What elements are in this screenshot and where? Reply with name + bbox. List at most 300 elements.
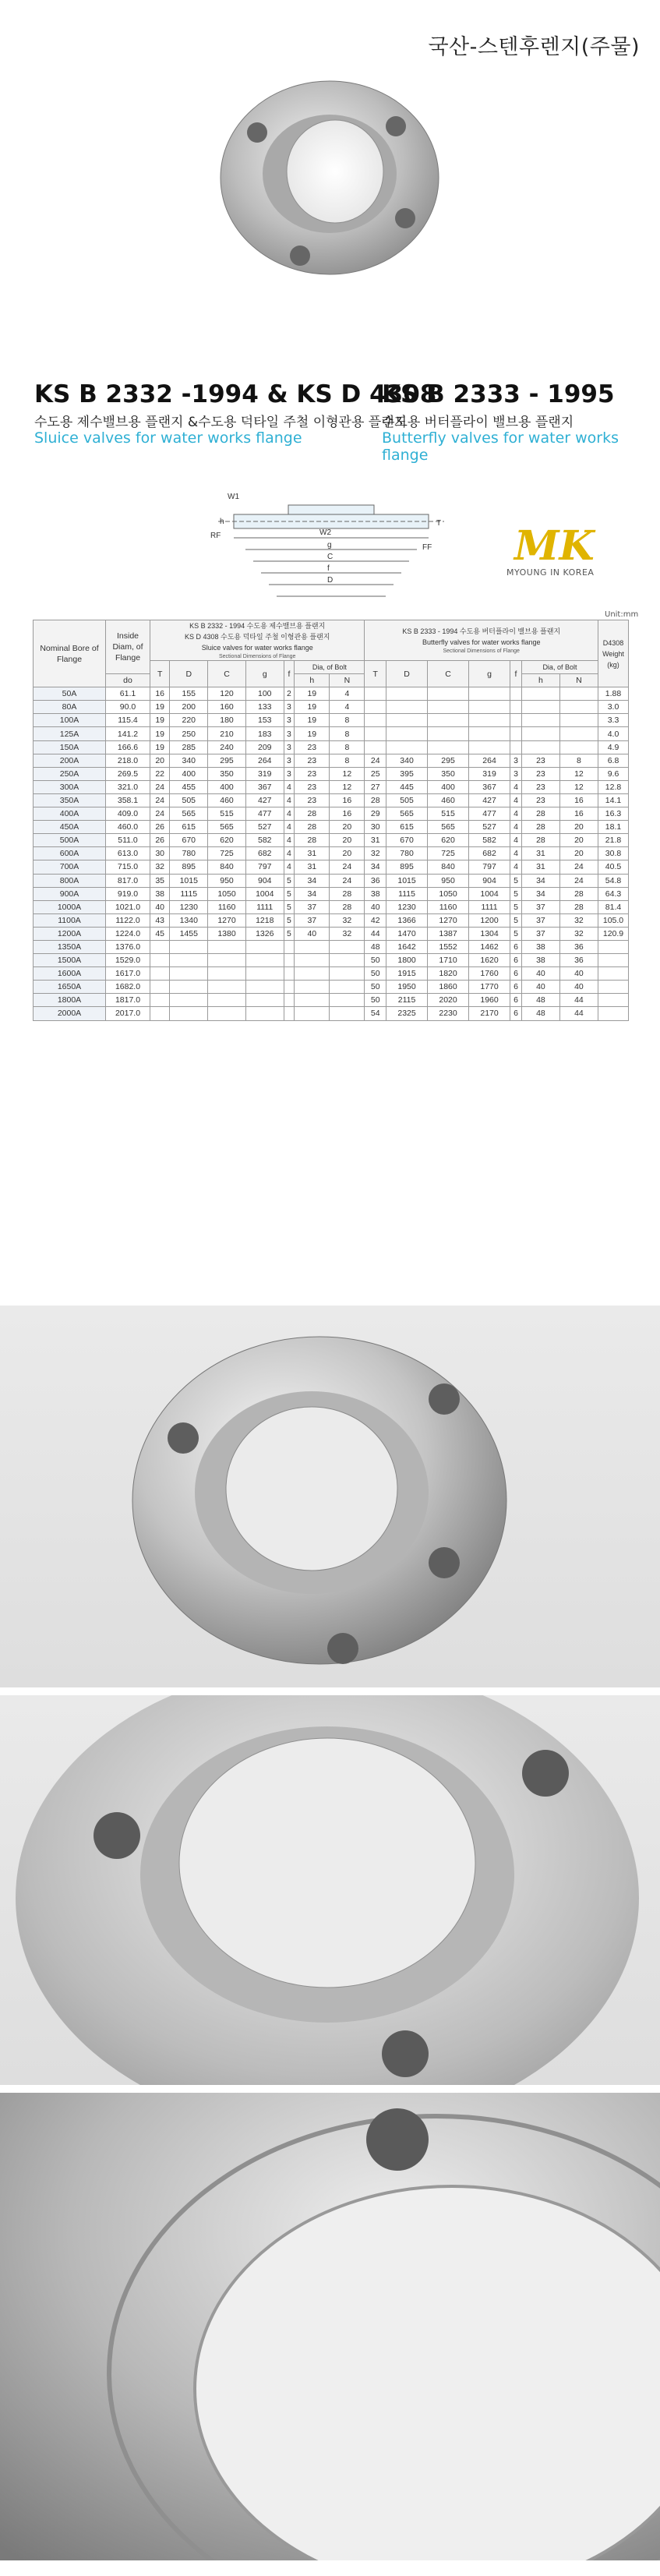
cell-left: 23 bbox=[295, 780, 330, 793]
cell-nominal: 600A bbox=[34, 847, 106, 860]
cell-right: 50 bbox=[365, 954, 386, 967]
cell-right: 36 bbox=[559, 954, 598, 967]
cell-nominal: 1600A bbox=[34, 967, 106, 981]
cell-right bbox=[469, 727, 510, 740]
cell-right: 23 bbox=[521, 754, 559, 767]
col-group-right bbox=[365, 620, 598, 661]
cell-weight: 3.3 bbox=[598, 714, 629, 727]
cell-left: 43 bbox=[150, 913, 170, 927]
cell-right: 5 bbox=[510, 887, 522, 900]
cell-inside-diam: 2017.0 bbox=[106, 1007, 150, 1020]
cell-right: 1004 bbox=[469, 887, 510, 900]
cell-right: 460 bbox=[428, 793, 469, 807]
cell-right: 2115 bbox=[386, 994, 428, 1007]
table-body bbox=[34, 687, 629, 1020]
cell-right bbox=[469, 740, 510, 754]
cell-left: 16 bbox=[330, 793, 365, 807]
cell-left: 1340 bbox=[170, 913, 208, 927]
cell-left: 2 bbox=[284, 687, 295, 701]
cell-left: 5 bbox=[284, 927, 295, 940]
cell-right: 38 bbox=[521, 954, 559, 967]
cell-inside-diam: 1224.0 bbox=[106, 927, 150, 940]
cell-weight: 120.9 bbox=[598, 927, 629, 940]
cell-left: 37 bbox=[295, 913, 330, 927]
cell-left: 34 bbox=[295, 887, 330, 900]
cell-left: 12 bbox=[330, 780, 365, 793]
cell-right: 670 bbox=[386, 834, 428, 847]
cell-inside-diam: 1376.0 bbox=[106, 940, 150, 953]
cell-right: 4 bbox=[510, 793, 522, 807]
cell-inside-diam: 511.0 bbox=[106, 834, 150, 847]
cell-left: 240 bbox=[208, 740, 246, 754]
cell-left bbox=[284, 981, 295, 994]
right-header-ko: KS B 2333 - 1994 수도용 버터플라이 밸브용 플랜지 bbox=[402, 627, 561, 635]
cell-inside-diam: 919.0 bbox=[106, 887, 150, 900]
cell-left: 319 bbox=[245, 767, 284, 780]
cell-left: 3 bbox=[284, 701, 295, 714]
cell-right: 1915 bbox=[386, 967, 428, 981]
cell-right: 3 bbox=[510, 767, 522, 780]
cell-left: 4 bbox=[284, 834, 295, 847]
cell-left bbox=[208, 981, 246, 994]
cell-left bbox=[170, 994, 208, 1007]
cell-nominal: 2000A bbox=[34, 1007, 106, 1020]
cell-right: 395 bbox=[386, 767, 428, 780]
cell-left: 19 bbox=[295, 714, 330, 727]
cell-left: 35 bbox=[150, 874, 170, 887]
cell-weight: 54.8 bbox=[598, 874, 629, 887]
cell-right: 1860 bbox=[428, 981, 469, 994]
weight-header-label: Weight (kg) bbox=[602, 649, 624, 669]
cell-right: 2170 bbox=[469, 1007, 510, 1020]
cell-right: 565 bbox=[386, 807, 428, 821]
cell-right bbox=[559, 701, 598, 714]
cell-left: 840 bbox=[208, 860, 246, 874]
cell-right: 904 bbox=[469, 874, 510, 887]
cell-left: 1218 bbox=[245, 913, 284, 927]
cell-right: 2325 bbox=[386, 1007, 428, 1020]
cell-right: 1960 bbox=[469, 994, 510, 1007]
cell-left: 4 bbox=[330, 701, 365, 714]
cell-left: 40 bbox=[295, 927, 330, 940]
cell-inside-diam: 90.0 bbox=[106, 701, 150, 714]
cell-nominal: 80A bbox=[34, 701, 106, 714]
cell-right bbox=[428, 727, 469, 740]
cell-right: 1760 bbox=[469, 967, 510, 981]
cell-right: 1160 bbox=[428, 900, 469, 913]
col-l-n: N bbox=[330, 674, 365, 687]
cell-right: 6 bbox=[510, 1007, 522, 1020]
cell-left: 200 bbox=[170, 701, 208, 714]
cell-left: 670 bbox=[170, 834, 208, 847]
cell-left: 4 bbox=[284, 807, 295, 821]
flange-image bbox=[0, 62, 660, 374]
cell-right: 23 bbox=[521, 780, 559, 793]
cell-right: 34 bbox=[365, 860, 386, 874]
cell-left: 19 bbox=[295, 701, 330, 714]
cell-left: 620 bbox=[208, 834, 246, 847]
cell-left: 682 bbox=[245, 847, 284, 860]
cell-left: 32 bbox=[330, 913, 365, 927]
cell-right: 797 bbox=[469, 860, 510, 874]
cell-left: 350 bbox=[208, 767, 246, 780]
cell-left bbox=[245, 981, 284, 994]
cell-right: 50 bbox=[365, 981, 386, 994]
cell-left: 8 bbox=[330, 714, 365, 727]
cell-right: 12 bbox=[559, 780, 598, 793]
cell-right bbox=[365, 687, 386, 701]
cell-left: 19 bbox=[295, 687, 330, 701]
table-row bbox=[34, 913, 629, 927]
cell-left bbox=[208, 967, 246, 981]
cell-left: 28 bbox=[295, 834, 330, 847]
left-header-sub: Sectional Dimensions of Flange bbox=[219, 654, 296, 659]
table-row bbox=[34, 780, 629, 793]
cell-right: 445 bbox=[386, 780, 428, 793]
cell-nominal: 400A bbox=[34, 807, 106, 821]
cell-right: 1115 bbox=[386, 887, 428, 900]
cell-right: 40 bbox=[521, 981, 559, 994]
cell-left: 295 bbox=[208, 754, 246, 767]
cell-right: 4 bbox=[510, 780, 522, 793]
cell-nominal: 1200A bbox=[34, 927, 106, 940]
cell-right: 28 bbox=[521, 821, 559, 834]
cell-right: 16 bbox=[559, 793, 598, 807]
cell-right bbox=[428, 687, 469, 701]
cell-left bbox=[150, 981, 170, 994]
cell-left: 427 bbox=[245, 793, 284, 807]
cell-right: 32 bbox=[365, 847, 386, 860]
table-row bbox=[34, 940, 629, 953]
label-g: g bbox=[327, 541, 332, 549]
cell-left: 28 bbox=[295, 807, 330, 821]
cell-left: 1455 bbox=[170, 927, 208, 940]
cell-left: 950 bbox=[208, 874, 246, 887]
cell-right bbox=[386, 701, 428, 714]
brand-logo bbox=[510, 521, 604, 571]
cell-weight bbox=[598, 967, 629, 981]
cell-inside-diam: 166.6 bbox=[106, 740, 150, 754]
table-row bbox=[34, 714, 629, 727]
cell-right bbox=[521, 701, 559, 714]
cell-right: 319 bbox=[469, 767, 510, 780]
cell-left: 400 bbox=[208, 780, 246, 793]
cell-left: 30 bbox=[150, 847, 170, 860]
cell-right: 34 bbox=[521, 874, 559, 887]
cell-left: 38 bbox=[150, 887, 170, 900]
cell-left: 515 bbox=[208, 807, 246, 821]
cell-right: 565 bbox=[428, 821, 469, 834]
cell-weight: 30.8 bbox=[598, 847, 629, 860]
cell-left: 220 bbox=[170, 714, 208, 727]
table-row bbox=[34, 834, 629, 847]
cell-inside-diam: 613.0 bbox=[106, 847, 150, 860]
cell-left: 23 bbox=[295, 754, 330, 767]
cell-left bbox=[284, 994, 295, 1007]
cell-right: 840 bbox=[428, 860, 469, 874]
cell-left bbox=[284, 940, 295, 953]
cell-left bbox=[284, 967, 295, 981]
cell-nominal: 1000A bbox=[34, 900, 106, 913]
col-nominal-bore: Nominal Bore of Flange bbox=[34, 620, 106, 687]
cell-right: 24 bbox=[559, 860, 598, 874]
cell-right bbox=[365, 727, 386, 740]
cell-right: 1950 bbox=[386, 981, 428, 994]
cell-left: 20 bbox=[150, 754, 170, 767]
cell-right: 527 bbox=[469, 821, 510, 834]
col-r-bolt: Dia, of Bolt bbox=[521, 661, 598, 674]
table-row bbox=[34, 687, 629, 701]
cell-right: 28 bbox=[365, 793, 386, 807]
cell-right: 24 bbox=[365, 754, 386, 767]
cell-left: 505 bbox=[170, 793, 208, 807]
cell-right bbox=[559, 687, 598, 701]
cell-left: 28 bbox=[330, 900, 365, 913]
col-l-c: C bbox=[208, 661, 246, 687]
label-t: T bbox=[436, 519, 442, 528]
table-row bbox=[34, 754, 629, 767]
cell-left: 24 bbox=[330, 860, 365, 874]
cell-left bbox=[150, 1007, 170, 1020]
flange-image-4 bbox=[0, 2093, 660, 2560]
cell-inside-diam: 1122.0 bbox=[106, 913, 150, 927]
cell-right: 20 bbox=[559, 821, 598, 834]
cell-left: 45 bbox=[150, 927, 170, 940]
cell-left bbox=[208, 940, 246, 953]
cell-right bbox=[510, 701, 522, 714]
cell-right: 16 bbox=[559, 807, 598, 821]
cell-nominal: 150A bbox=[34, 740, 106, 754]
standard-korean-left: 수도용 제수밸브용 플랜지 &수도용 덕타일 주철 이형관용 플랜지 bbox=[34, 415, 408, 430]
cell-right: 32 bbox=[559, 913, 598, 927]
cell-left: 153 bbox=[245, 714, 284, 727]
cell-left: 3 bbox=[284, 714, 295, 727]
cell-right: 1200 bbox=[469, 913, 510, 927]
cell-left: 20 bbox=[330, 847, 365, 860]
cell-right bbox=[510, 727, 522, 740]
col-l-g: g bbox=[245, 661, 284, 687]
cell-right: 4 bbox=[510, 847, 522, 860]
col-r-g: g bbox=[469, 661, 510, 687]
flange-image-2 bbox=[0, 1306, 660, 1687]
cell-left: 4 bbox=[284, 793, 295, 807]
brand-name: MYOUNG IN KOREA bbox=[506, 567, 595, 578]
cell-left: 340 bbox=[170, 754, 208, 767]
table-row bbox=[34, 701, 629, 714]
cell-right: 32 bbox=[559, 927, 598, 940]
cell-right: 40 bbox=[559, 967, 598, 981]
cell-right: 2230 bbox=[428, 1007, 469, 1020]
cell-left: 3 bbox=[284, 767, 295, 780]
table-row bbox=[34, 727, 629, 740]
cell-right: 29 bbox=[365, 807, 386, 821]
cell-weight: 64.3 bbox=[598, 887, 629, 900]
cell-left: 1004 bbox=[245, 887, 284, 900]
col-inside-diam: Inside Diam, of Flange bbox=[106, 620, 150, 674]
cell-left: 582 bbox=[245, 834, 284, 847]
cell-weight: 14.1 bbox=[598, 793, 629, 807]
cell-left: 26 bbox=[150, 834, 170, 847]
cell-right: 1800 bbox=[386, 954, 428, 967]
cell-left bbox=[208, 954, 246, 967]
cell-left: 4 bbox=[284, 847, 295, 860]
cell-right: 515 bbox=[428, 807, 469, 821]
col-group-left bbox=[150, 620, 365, 661]
cell-inside-diam: 817.0 bbox=[106, 874, 150, 887]
cell-left: 16 bbox=[150, 687, 170, 701]
cell-left: 3 bbox=[284, 754, 295, 767]
cell-left: 264 bbox=[245, 754, 284, 767]
standard-english-right: Butterfly valves for water works flange bbox=[382, 429, 619, 464]
cell-left: 26 bbox=[150, 821, 170, 834]
cell-left: 477 bbox=[245, 807, 284, 821]
cell-nominal: 1500A bbox=[34, 954, 106, 967]
cell-right: 1111 bbox=[469, 900, 510, 913]
cell-weight: 21.8 bbox=[598, 834, 629, 847]
cell-right: 44 bbox=[365, 927, 386, 940]
cell-inside-diam: 409.0 bbox=[106, 807, 150, 821]
cell-right: 38 bbox=[521, 940, 559, 953]
col-r-n: N bbox=[559, 674, 598, 687]
cell-left bbox=[208, 1007, 246, 1020]
cell-left: 34 bbox=[295, 874, 330, 887]
cell-left bbox=[284, 954, 295, 967]
cell-left: 22 bbox=[150, 767, 170, 780]
cell-left: 5 bbox=[284, 900, 295, 913]
product-photo-top bbox=[0, 62, 660, 374]
table-row bbox=[34, 740, 629, 754]
cell-left bbox=[330, 994, 365, 1007]
cell-left: 4 bbox=[284, 860, 295, 874]
col-do: do bbox=[106, 674, 150, 687]
cell-right bbox=[428, 701, 469, 714]
cell-right: 40 bbox=[521, 967, 559, 981]
col-r-h: h bbox=[521, 674, 559, 687]
cell-right bbox=[365, 740, 386, 754]
cell-left: 4 bbox=[284, 821, 295, 834]
table-row bbox=[34, 967, 629, 981]
cell-left: 3 bbox=[284, 740, 295, 754]
cell-right: 1050 bbox=[428, 887, 469, 900]
cell-right: 5 bbox=[510, 927, 522, 940]
cell-right: 37 bbox=[521, 913, 559, 927]
cell-weight: 40.5 bbox=[598, 860, 629, 874]
cell-left: 20 bbox=[330, 834, 365, 847]
cell-right: 48 bbox=[521, 1007, 559, 1020]
cell-right: 1230 bbox=[386, 900, 428, 913]
cell-left: 40 bbox=[150, 900, 170, 913]
cell-weight bbox=[598, 981, 629, 994]
col-l-t: T bbox=[150, 661, 170, 687]
cell-right: 20 bbox=[559, 834, 598, 847]
cell-left: 32 bbox=[330, 927, 365, 940]
label-rf: RF bbox=[210, 532, 221, 540]
cell-left: 133 bbox=[245, 701, 284, 714]
cell-right bbox=[469, 714, 510, 727]
cell-right: 48 bbox=[521, 994, 559, 1007]
cell-nominal: 1100A bbox=[34, 913, 106, 927]
cell-left bbox=[245, 940, 284, 953]
cell-nominal: 500A bbox=[34, 834, 106, 847]
table-row bbox=[34, 847, 629, 860]
cell-left: 1326 bbox=[245, 927, 284, 940]
cell-right: 615 bbox=[386, 821, 428, 834]
cell-right: 725 bbox=[428, 847, 469, 860]
cell-right: 1366 bbox=[386, 913, 428, 927]
cell-left bbox=[245, 967, 284, 981]
cell-nominal: 800A bbox=[34, 874, 106, 887]
col-r-d: D bbox=[386, 661, 428, 687]
cell-left: 19 bbox=[150, 740, 170, 754]
cell-nominal: 125A bbox=[34, 727, 106, 740]
cell-right bbox=[365, 701, 386, 714]
unit-label: Unit:mm bbox=[605, 610, 639, 619]
cell-left: 725 bbox=[208, 847, 246, 860]
cell-left: 1111 bbox=[245, 900, 284, 913]
standard-code-right: KS B 2333 - 1995 bbox=[382, 380, 615, 408]
label-w1: W1 bbox=[228, 493, 239, 501]
cell-left bbox=[295, 1007, 330, 1020]
cell-left bbox=[330, 981, 365, 994]
cell-right: 42 bbox=[365, 913, 386, 927]
cell-left: 19 bbox=[150, 727, 170, 740]
cell-right bbox=[386, 714, 428, 727]
table-row bbox=[34, 1007, 629, 1020]
cell-weight bbox=[598, 1007, 629, 1020]
cell-right: 295 bbox=[428, 754, 469, 767]
cell-inside-diam: 460.0 bbox=[106, 821, 150, 834]
right-header-sub: Sectional Dimensions of Flange bbox=[443, 648, 520, 654]
cell-nominal: 50A bbox=[34, 687, 106, 701]
cell-right: 28 bbox=[559, 900, 598, 913]
left-header-ko1: KS B 2332 - 1994 수도용 제수밸브용 플랜지 bbox=[189, 622, 326, 630]
cell-inside-diam: 269.5 bbox=[106, 767, 150, 780]
cell-right bbox=[510, 687, 522, 701]
cell-right: 48 bbox=[365, 940, 386, 953]
cell-right: 950 bbox=[428, 874, 469, 887]
cell-weight: 1.88 bbox=[598, 687, 629, 701]
cell-right: 582 bbox=[469, 834, 510, 847]
right-header-en: Butterfly valves for water works flange bbox=[422, 638, 541, 646]
cell-inside-diam: 61.1 bbox=[106, 687, 150, 701]
cell-weight: 12.8 bbox=[598, 780, 629, 793]
cell-inside-diam: 1021.0 bbox=[106, 900, 150, 913]
cell-right: 350 bbox=[428, 767, 469, 780]
cell-left: 100 bbox=[245, 687, 284, 701]
table-row bbox=[34, 793, 629, 807]
cell-right: 23 bbox=[521, 793, 559, 807]
cell-left: 1015 bbox=[170, 874, 208, 887]
cell-right bbox=[386, 687, 428, 701]
cell-right: 44 bbox=[559, 1007, 598, 1020]
cell-right: 28 bbox=[521, 807, 559, 821]
cell-left: 120 bbox=[208, 687, 246, 701]
cell-left: 455 bbox=[170, 780, 208, 793]
cell-right: 4 bbox=[510, 834, 522, 847]
cell-left: 19 bbox=[295, 727, 330, 740]
cell-left: 400 bbox=[170, 767, 208, 780]
col-l-d: D bbox=[170, 661, 208, 687]
cell-left: 19 bbox=[150, 701, 170, 714]
label-d: D bbox=[327, 576, 334, 585]
cell-right bbox=[386, 727, 428, 740]
cell-left: 1160 bbox=[208, 900, 246, 913]
cell-inside-diam: 115.4 bbox=[106, 714, 150, 727]
cell-right: 264 bbox=[469, 754, 510, 767]
cell-right: 50 bbox=[365, 967, 386, 981]
cell-left: 24 bbox=[150, 780, 170, 793]
brand-logo-text: MK bbox=[514, 522, 595, 567]
